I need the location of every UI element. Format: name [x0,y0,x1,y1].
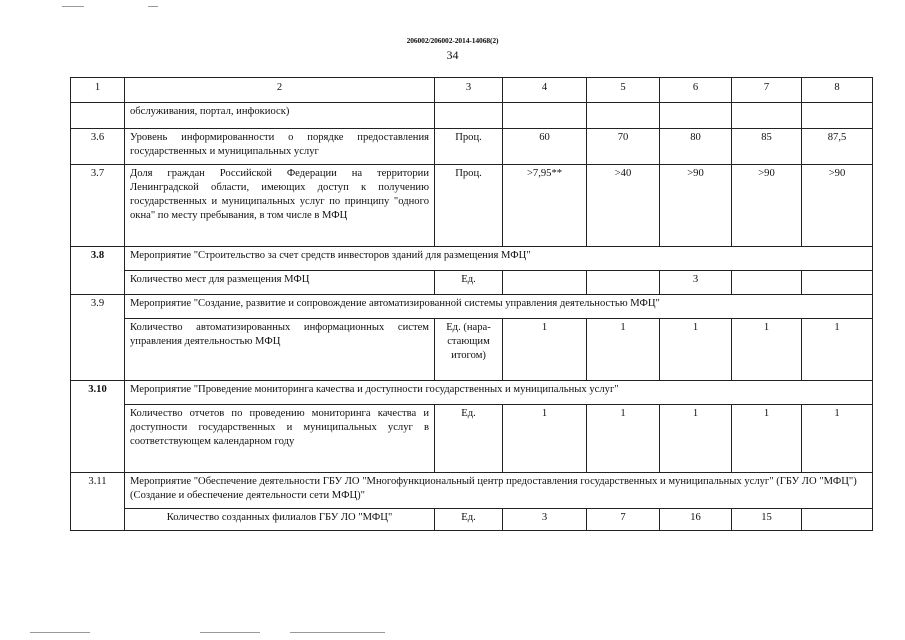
value-cell: 3 [503,509,587,531]
table-row [71,381,873,405]
value-cell: >40 [587,165,660,247]
value-cell [503,271,587,295]
value-cell [802,271,873,295]
column-header: 5 [587,78,660,103]
page-number: 34 [446,48,459,62]
value-cell: 1 [503,405,587,473]
unit-cell: Проц. [435,165,503,247]
column-header: 3 [435,78,503,103]
value-cell: >90 [802,165,873,247]
value-cell: 1 [732,405,802,473]
table-row [71,165,873,247]
indicator-name: Количество созданных филиалов ГБУ ЛО "МФЦ" [125,509,435,531]
row-number: 3.6 [71,129,125,165]
column-header: 4 [503,78,587,103]
row-number: 3.11 [71,473,125,531]
value-cell: 1 [802,319,873,381]
activity-title: Мероприятие "Создание, развитие и сопровождение автоматизированной системы управления деятельностью МФЦ" [125,295,873,319]
indicator-name: Количество отчетов по проведению мониторинга качества и доступности государственных и муниципальных услуг в соответствующем календарном году [125,405,435,473]
unit-cell: Ед. (нара-стающим итогом) [435,319,503,381]
row-number: 3.10 [71,381,125,473]
row-number: 3.9 [71,295,125,381]
value-cell: 1 [587,319,660,381]
value-cell: 15 [732,509,802,531]
row-number: 3.8 [71,247,125,295]
indicator-name: Количество автоматизированных информационных систем управления деятельностью МФЦ [125,319,435,381]
value-cell: 87,5 [802,129,873,165]
column-header: 7 [732,78,802,103]
table-row [71,509,873,531]
row-number [71,103,125,129]
scan-artifact [30,632,90,633]
value-cell: 60 [503,129,587,165]
activity-title: Мероприятие "Строительство за счет средств инвесторов зданий для размещения МФЦ" [125,247,873,271]
row-number: 3.7 [71,165,125,247]
column-header: 1 [71,78,125,103]
indicator-name: Уровень информированности о порядке предоставления государственных и муниципальных услуг [125,129,435,165]
document-code: 206002/206002-2014-14068(2) [406,36,499,45]
value-cell [732,271,802,295]
unit-cell: Ед. [435,271,503,295]
unit-cell: Ед. [435,405,503,473]
activity-title: Мероприятие "Обеспечение деятельности ГБУ ЛО "Многофункциональный центр предоставления государственных и муниципальных услуг" (ГБУ ЛО "МФЦ") (Создание и обеспечение деятельности сети МФЦ)" [125,473,873,509]
value-cell [587,271,660,295]
indicator-name: Доля граждан Российской Федерации на территории Ленинградской области, имеющих доступ к получению государственных и муниципальных услуг по принципу "одного окна" по месту пребывания, в том числе в МФЦ [125,165,435,247]
scan-artifact [62,6,84,7]
value-cell: 70 [587,129,660,165]
value-cell [802,509,873,531]
value-cell: 80 [660,129,732,165]
value-cell: 16 [660,509,732,531]
value-cell: >7,95** [503,165,587,247]
indicator-name: Количество мест для размещения МФЦ [125,271,435,295]
table-row [71,473,873,509]
table-row [71,103,873,129]
indicators-table [70,77,873,531]
value-cell: 1 [503,319,587,381]
value-cell: >90 [732,165,802,247]
table-row [71,295,873,319]
scan-artifact [148,6,158,7]
unit-cell: Ед. [435,509,503,531]
table-row [71,247,873,271]
unit-cell: Проц. [435,129,503,165]
indicator-name: обслуживания, портал, инфокиоск) [125,103,435,129]
scan-artifact [200,632,260,633]
value-cell: 3 [660,271,732,295]
activity-title: Мероприятие "Проведение мониторинга качества и доступности государственных и муниципальных услуг" [125,381,873,405]
table-row [71,129,873,165]
column-header-row [71,78,873,103]
value-cell: 1 [587,405,660,473]
value-cell: 1 [660,405,732,473]
value-cell: 1 [802,405,873,473]
value-cell: 7 [587,509,660,531]
table-row [71,271,873,295]
column-header: 8 [802,78,873,103]
value-cell: 1 [660,319,732,381]
value-cell: >90 [660,165,732,247]
column-header: 6 [660,78,732,103]
value-cell: 85 [732,129,802,165]
value-cell: 1 [732,319,802,381]
scan-artifact [290,632,385,633]
table-row [71,319,873,381]
column-header: 2 [125,78,435,103]
table-row [71,405,873,473]
